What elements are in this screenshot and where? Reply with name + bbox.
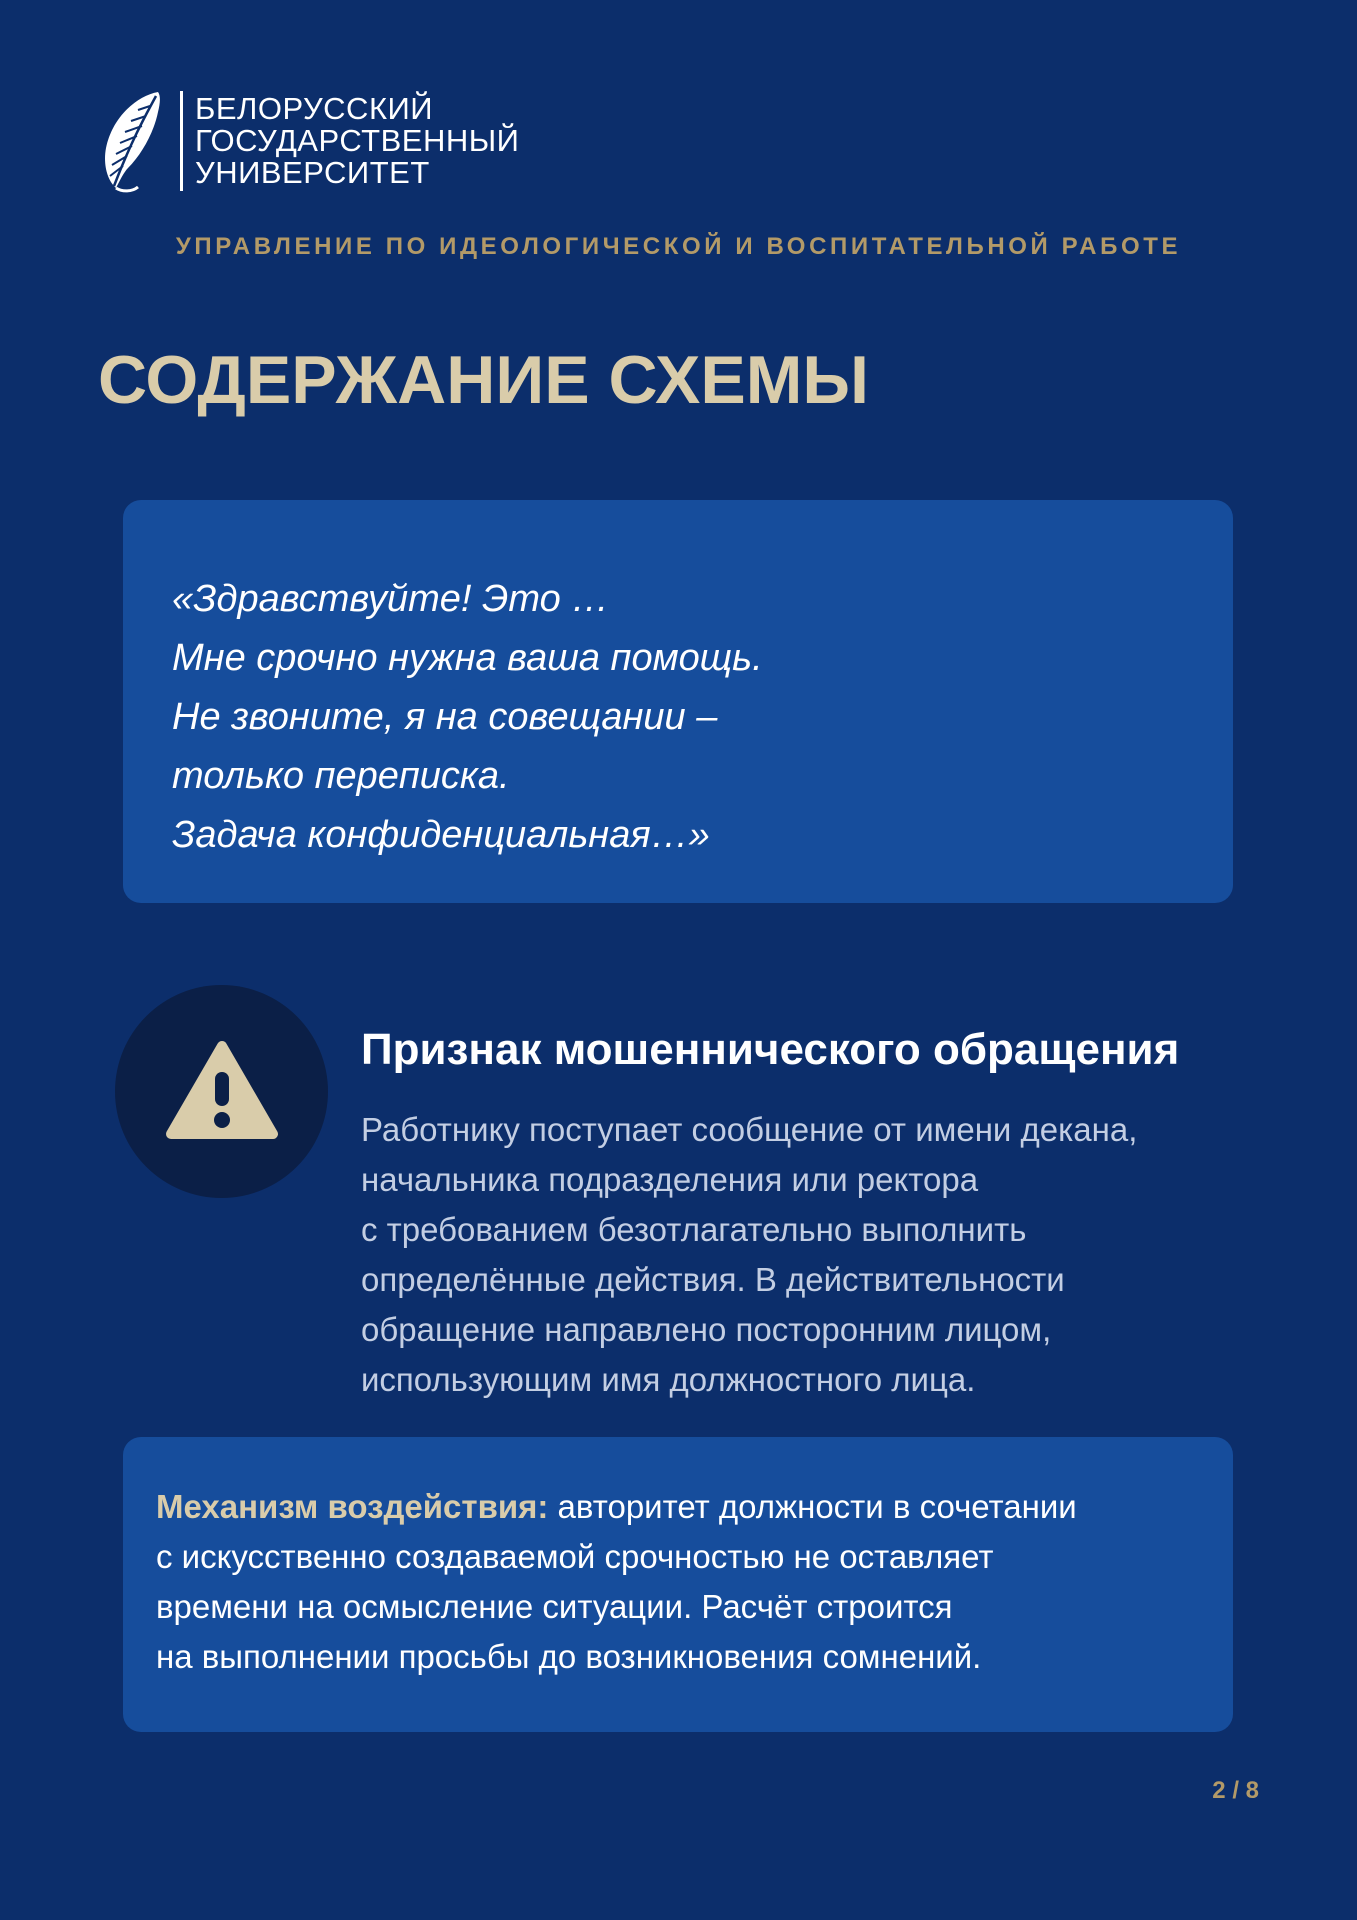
warning-icon xyxy=(165,1040,279,1140)
sign-line: Работнику поступает сообщение от имени декана, xyxy=(361,1111,1138,1148)
quote-line: «Здравствуйте! Это … xyxy=(172,578,610,620)
sign-heading: Признак мошеннического обращения xyxy=(361,1025,1180,1074)
logo-line-3: УНИВЕРСИТЕТ xyxy=(195,155,430,190)
quote-card xyxy=(123,500,1233,903)
mechanism-label: Механизм воздействия: xyxy=(156,1488,549,1525)
mechanism-line: на выполнении просьбы до возникновения сомнений. xyxy=(156,1638,982,1675)
logo-line-1: БЕЛОРУССКИЙ xyxy=(195,91,434,126)
quote-line: Мне срочно нужна ваша помощь. xyxy=(172,637,763,679)
sign-line: обращение направлено посторонним лицом, xyxy=(361,1311,1052,1348)
department-name: УПРАВЛЕНИЕ ПО ИДЕОЛОГИЧЕСКОЙ И ВОСПИТАТЕЛЬНОЙ РАБОТЕ xyxy=(175,233,1182,260)
page-number: 2 / 8 xyxy=(1212,1777,1259,1804)
sign-line: определённые действия. В действительности xyxy=(361,1261,1065,1298)
sign-line: с требованием безотлагательно выполнить xyxy=(361,1211,1027,1248)
warning-badge xyxy=(115,985,328,1198)
logo-line-2: ГОСУДАРСТВЕННЫЙ xyxy=(195,123,520,158)
mechanism-line: времени на осмысление ситуации. Расчёт строится xyxy=(156,1588,953,1625)
quote-line: только переписка. xyxy=(172,755,510,797)
mechanism-line: с искусственно создаваемой срочностью не оставляет xyxy=(156,1538,994,1575)
sign-line: использующим имя должностного лица. xyxy=(361,1361,976,1398)
university-logo xyxy=(98,86,519,196)
feather-icon xyxy=(98,88,166,194)
quote-line: Задача конфиденциальная…» xyxy=(172,814,710,856)
quote-line: Не звоните, я на совещании – xyxy=(172,696,718,738)
page-title: СОДЕРЖАНИЕ СХЕМЫ xyxy=(98,342,869,418)
logo-text xyxy=(195,93,519,189)
mechanism-text: авторитет должности в сочетании xyxy=(548,1488,1077,1525)
mechanism-card xyxy=(123,1437,1233,1732)
sign-line: начальника подразделения или ректора xyxy=(361,1161,979,1198)
mechanism-line xyxy=(156,1482,1233,1532)
logo-divider xyxy=(180,91,183,191)
sign-description xyxy=(361,1105,1261,1405)
